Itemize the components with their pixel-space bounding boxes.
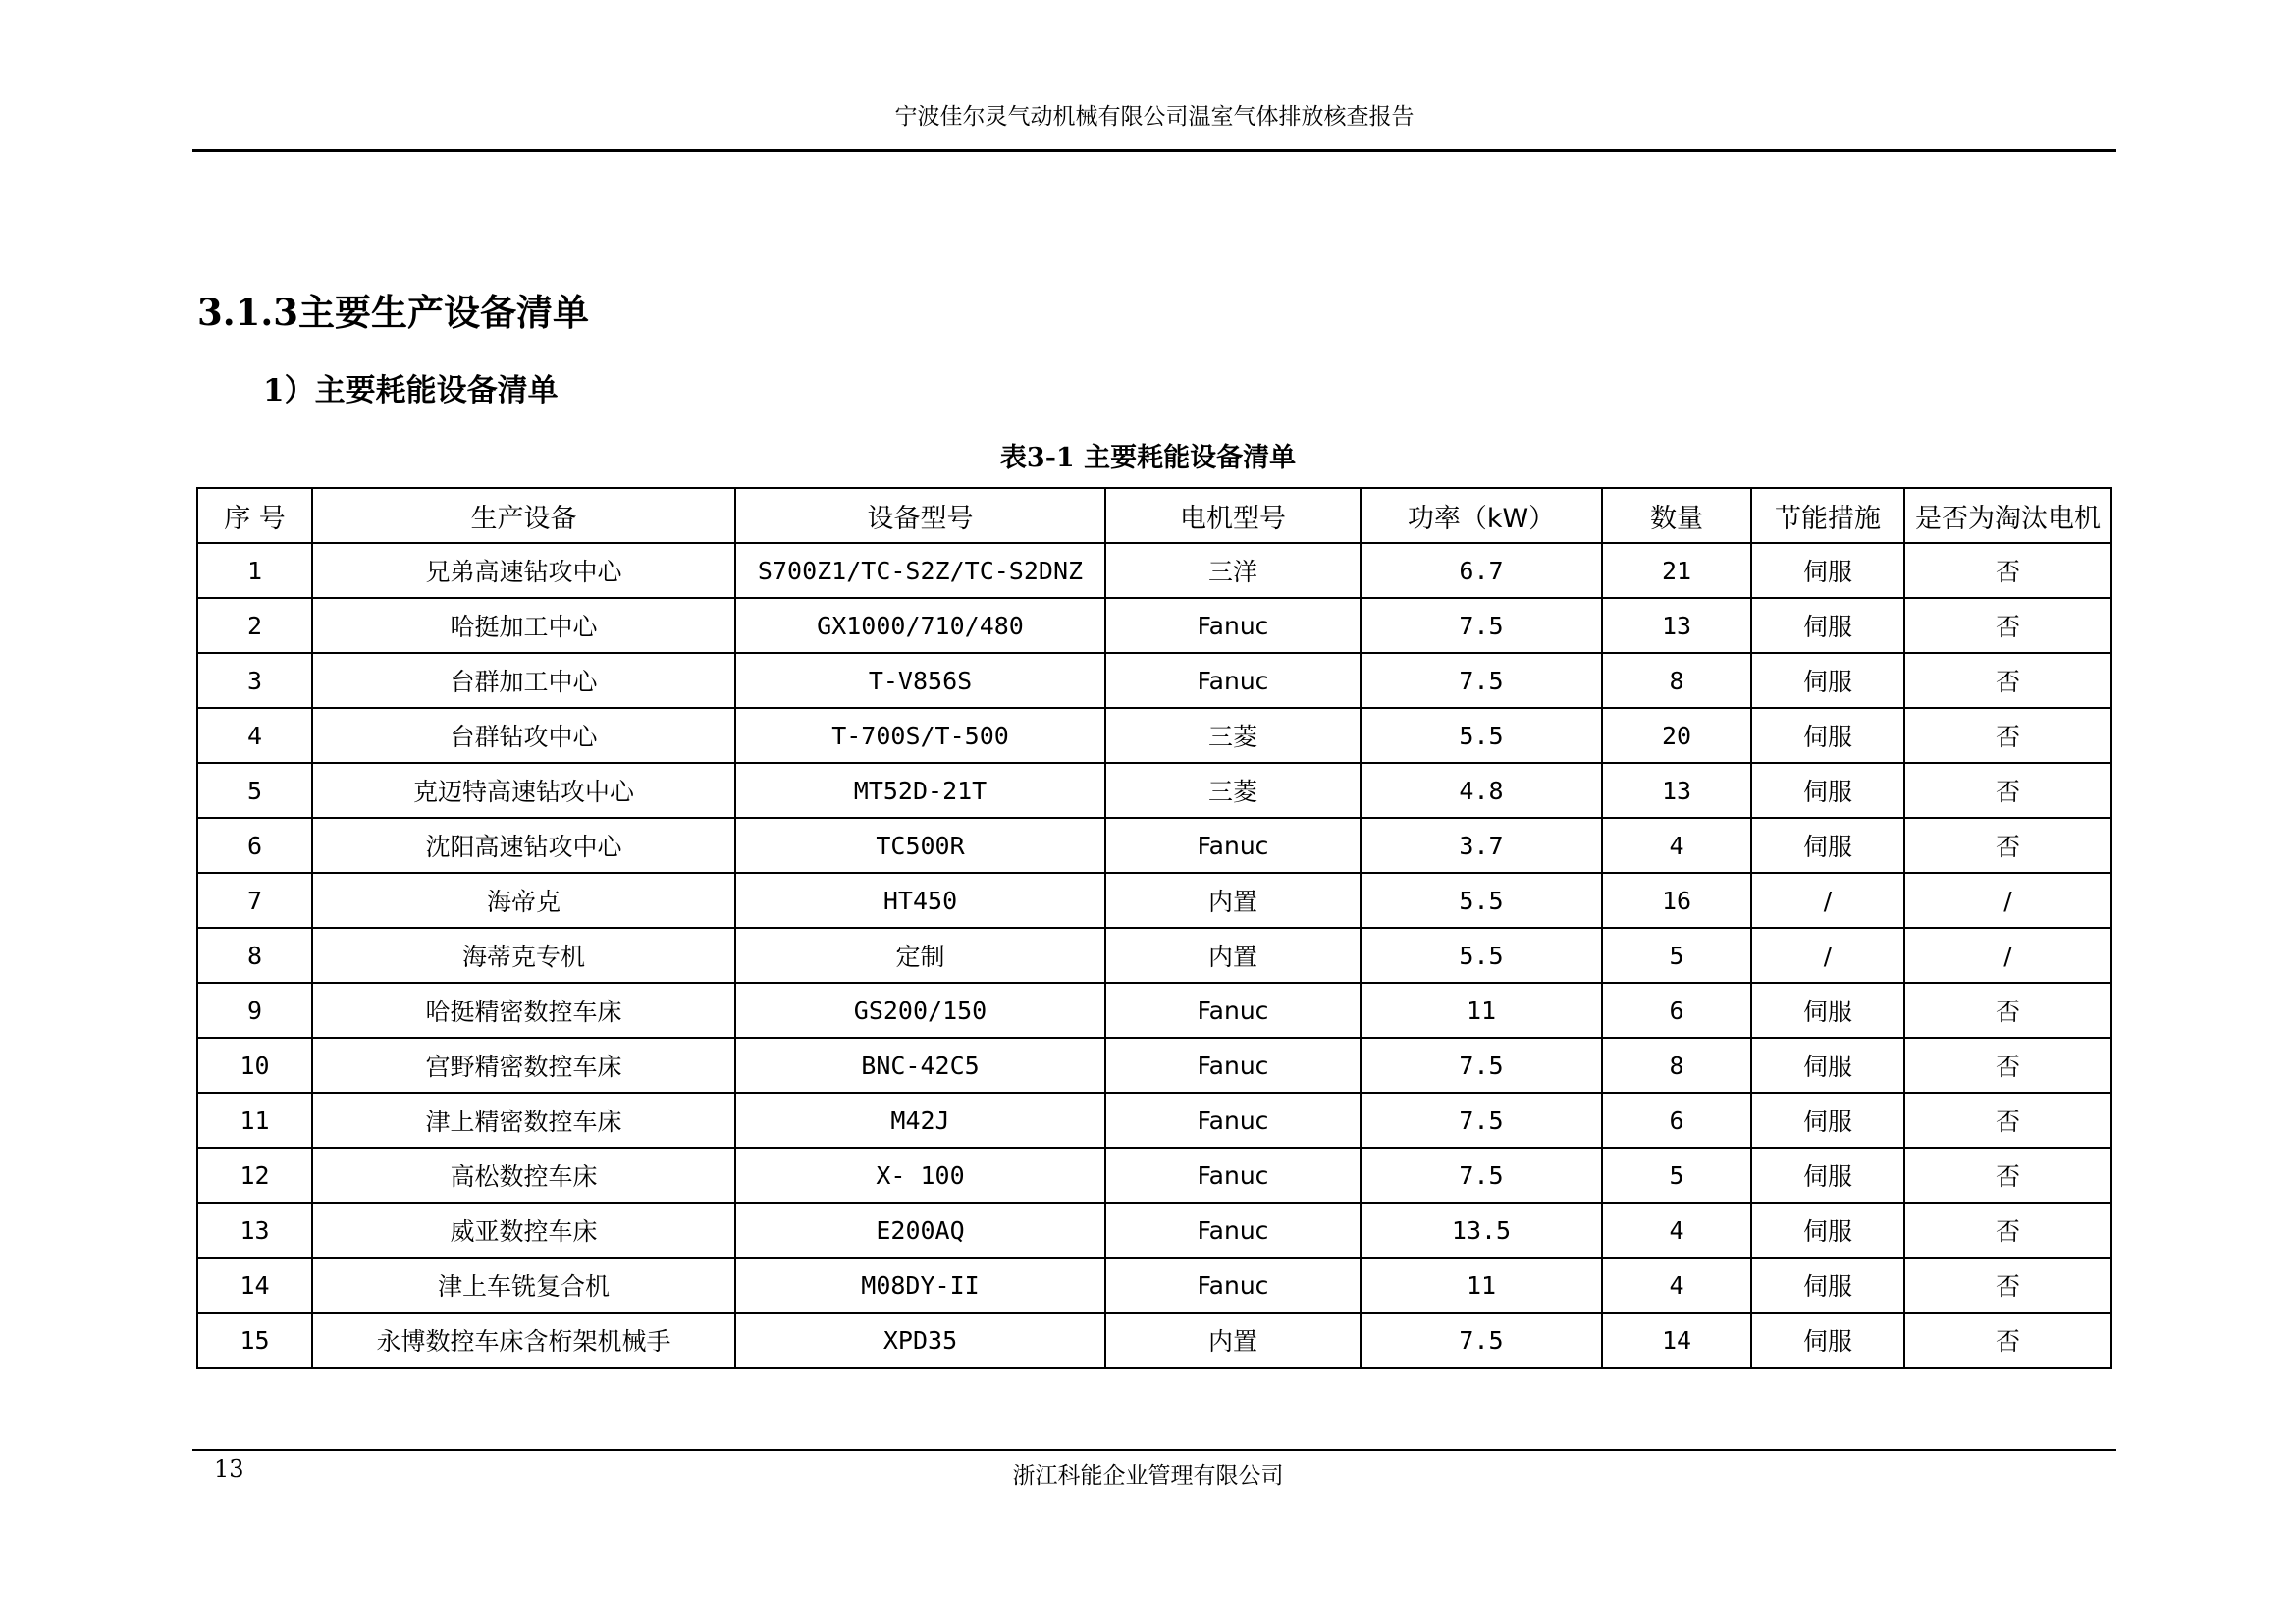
cell-power: 7.5 — [1361, 653, 1602, 708]
cell-index: 10 — [197, 1038, 312, 1093]
cell-quantity: 6 — [1602, 983, 1751, 1038]
cell-equipment: 永博数控车床含桁架机械手 — [312, 1313, 735, 1368]
table-header-row — [197, 488, 2111, 543]
cell-quantity: 5 — [1602, 1148, 1751, 1203]
page-number: 13 — [214, 1455, 244, 1483]
col-header-equipment: 生产设备 — [312, 488, 735, 543]
cell-obsolete-motor: 否 — [1904, 763, 2111, 818]
col-header-power: 功率（kW） — [1361, 488, 1602, 543]
cell-power: 7.5 — [1361, 598, 1602, 653]
cell-power: 5.5 — [1361, 928, 1602, 983]
table-row — [197, 598, 2111, 653]
col-header-motor: 电机型号 — [1105, 488, 1361, 543]
cell-energy-saving: 伺服 — [1751, 598, 1904, 653]
cell-motor: Fanuc — [1105, 983, 1361, 1038]
cell-power: 7.5 — [1361, 1148, 1602, 1203]
header-rule — [192, 149, 2116, 152]
table-row — [197, 873, 2111, 928]
cell-power: 7.5 — [1361, 1093, 1602, 1148]
cell-obsolete-motor: 否 — [1904, 983, 2111, 1038]
cell-motor: 三洋 — [1105, 543, 1361, 598]
cell-model: 定制 — [735, 928, 1105, 983]
table-row — [197, 928, 2111, 983]
table-row — [197, 1148, 2111, 1203]
cell-motor: Fanuc — [1105, 653, 1361, 708]
cell-energy-saving: / — [1751, 928, 1904, 983]
page-header: 宁波佳尔灵气动机械有限公司温室气体排放核查报告 — [894, 104, 1415, 130]
cell-model: M42J — [735, 1093, 1105, 1148]
cell-model: M08DY-II — [735, 1258, 1105, 1313]
table-row — [197, 1093, 2111, 1148]
cell-quantity: 6 — [1602, 1093, 1751, 1148]
cell-model: HT450 — [735, 873, 1105, 928]
cell-quantity: 14 — [1602, 1313, 1751, 1368]
table-caption: 表3-1 主要耗能设备清单 — [999, 443, 1297, 473]
cell-index: 11 — [197, 1093, 312, 1148]
cell-energy-saving: 伺服 — [1751, 1258, 1904, 1313]
cell-power: 5.5 — [1361, 708, 1602, 763]
cell-power: 6.7 — [1361, 543, 1602, 598]
cell-equipment: 津上车铣复合机 — [312, 1258, 735, 1313]
table-row — [197, 818, 2111, 873]
cell-energy-saving: 伺服 — [1751, 1203, 1904, 1258]
cell-energy-saving: 伺服 — [1751, 983, 1904, 1038]
cell-equipment: 哈挺精密数控车床 — [312, 983, 735, 1038]
cell-index: 6 — [197, 818, 312, 873]
cell-energy-saving: 伺服 — [1751, 708, 1904, 763]
cell-motor: 内置 — [1105, 928, 1361, 983]
cell-index: 1 — [197, 543, 312, 598]
cell-obsolete-motor: / — [1904, 873, 2111, 928]
col-header-energy-saving: 节能措施 — [1751, 488, 1904, 543]
cell-equipment: 海帝克 — [312, 873, 735, 928]
cell-obsolete-motor: 否 — [1904, 1203, 2111, 1258]
table-row — [197, 1038, 2111, 1093]
cell-energy-saving: 伺服 — [1751, 763, 1904, 818]
table-row — [197, 653, 2111, 708]
cell-index: 9 — [197, 983, 312, 1038]
cell-obsolete-motor: 否 — [1904, 1038, 2111, 1093]
cell-quantity: 8 — [1602, 653, 1751, 708]
cell-obsolete-motor: 否 — [1904, 598, 2111, 653]
cell-index: 5 — [197, 763, 312, 818]
cell-model: TC500R — [735, 818, 1105, 873]
cell-energy-saving: 伺服 — [1751, 1093, 1904, 1148]
cell-equipment: 台群钻攻中心 — [312, 708, 735, 763]
cell-model: GS200/150 — [735, 983, 1105, 1038]
col-header-index: 序 号 — [197, 488, 312, 543]
cell-index: 12 — [197, 1148, 312, 1203]
cell-index: 3 — [197, 653, 312, 708]
cell-quantity: 16 — [1602, 873, 1751, 928]
cell-obsolete-motor: 否 — [1904, 543, 2111, 598]
cell-power: 13.5 — [1361, 1203, 1602, 1258]
cell-power: 7.5 — [1361, 1038, 1602, 1093]
cell-quantity: 21 — [1602, 543, 1751, 598]
cell-index: 7 — [197, 873, 312, 928]
cell-index: 8 — [197, 928, 312, 983]
cell-equipment: 津上精密数控车床 — [312, 1093, 735, 1148]
table-row — [197, 543, 2111, 598]
equipment-table — [196, 487, 2112, 1369]
cell-model: T-700S/T-500 — [735, 708, 1105, 763]
cell-quantity: 13 — [1602, 598, 1751, 653]
cell-model: XPD35 — [735, 1313, 1105, 1368]
cell-power: 11 — [1361, 983, 1602, 1038]
footer-rule — [192, 1449, 2116, 1451]
cell-equipment: 高松数控车床 — [312, 1148, 735, 1203]
cell-power: 4.8 — [1361, 763, 1602, 818]
table-row — [197, 1203, 2111, 1258]
cell-motor: Fanuc — [1105, 1093, 1361, 1148]
cell-power: 7.5 — [1361, 1313, 1602, 1368]
cell-obsolete-motor: 否 — [1904, 1148, 2111, 1203]
cell-equipment: 台群加工中心 — [312, 653, 735, 708]
table-row — [197, 983, 2111, 1038]
cell-motor: Fanuc — [1105, 1148, 1361, 1203]
cell-power: 3.7 — [1361, 818, 1602, 873]
table-body — [197, 543, 2111, 1368]
cell-quantity: 4 — [1602, 1258, 1751, 1313]
table-row — [197, 1258, 2111, 1313]
col-header-model: 设备型号 — [735, 488, 1105, 543]
cell-quantity: 8 — [1602, 1038, 1751, 1093]
table-row — [197, 763, 2111, 818]
cell-motor: Fanuc — [1105, 1258, 1361, 1313]
cell-motor: 三菱 — [1105, 763, 1361, 818]
cell-model: GX1000/710/480 — [735, 598, 1105, 653]
cell-equipment: 沈阳高速钻攻中心 — [312, 818, 735, 873]
cell-power: 5.5 — [1361, 873, 1602, 928]
table-row — [197, 708, 2111, 763]
cell-motor: Fanuc — [1105, 1038, 1361, 1093]
cell-model: BNC-42C5 — [735, 1038, 1105, 1093]
cell-obsolete-motor: 否 — [1904, 1093, 2111, 1148]
cell-motor: 内置 — [1105, 1313, 1361, 1368]
cell-obsolete-motor: 否 — [1904, 1313, 2111, 1368]
table-row — [197, 1313, 2111, 1368]
cell-quantity: 4 — [1602, 818, 1751, 873]
cell-equipment: 宫野精密数控车床 — [312, 1038, 735, 1093]
cell-energy-saving: / — [1751, 873, 1904, 928]
cell-quantity: 5 — [1602, 928, 1751, 983]
cell-energy-saving: 伺服 — [1751, 653, 1904, 708]
cell-quantity: 4 — [1602, 1203, 1751, 1258]
cell-index: 13 — [197, 1203, 312, 1258]
cell-equipment: 兄弟高速钻攻中心 — [312, 543, 735, 598]
cell-model: E200AQ — [735, 1203, 1105, 1258]
cell-energy-saving: 伺服 — [1751, 543, 1904, 598]
cell-equipment: 威亚数控车床 — [312, 1203, 735, 1258]
cell-quantity: 13 — [1602, 763, 1751, 818]
sub-title: 1）主要耗能设备清单 — [263, 373, 559, 408]
cell-obsolete-motor: / — [1904, 928, 2111, 983]
cell-equipment: 海蒂克专机 — [312, 928, 735, 983]
cell-energy-saving: 伺服 — [1751, 1313, 1904, 1368]
cell-obsolete-motor: 否 — [1904, 1258, 2111, 1313]
cell-energy-saving: 伺服 — [1751, 1038, 1904, 1093]
cell-index: 4 — [197, 708, 312, 763]
section-title: 3.1.3主要生产设备清单 — [197, 291, 589, 334]
cell-index: 2 — [197, 598, 312, 653]
footer-company: 浙江科能企业管理有限公司 — [1012, 1463, 1284, 1489]
cell-obsolete-motor: 否 — [1904, 653, 2111, 708]
cell-motor: Fanuc — [1105, 1203, 1361, 1258]
cell-model: X- 100 — [735, 1148, 1105, 1203]
cell-power: 11 — [1361, 1258, 1602, 1313]
cell-index: 14 — [197, 1258, 312, 1313]
cell-energy-saving: 伺服 — [1751, 1148, 1904, 1203]
cell-obsolete-motor: 否 — [1904, 708, 2111, 763]
cell-obsolete-motor: 否 — [1904, 818, 2111, 873]
cell-equipment: 克迈特高速钻攻中心 — [312, 763, 735, 818]
col-header-quantity: 数量 — [1602, 488, 1751, 543]
cell-model: T-V856S — [735, 653, 1105, 708]
cell-motor: Fanuc — [1105, 818, 1361, 873]
cell-equipment: 哈挺加工中心 — [312, 598, 735, 653]
cell-motor: 三菱 — [1105, 708, 1361, 763]
cell-energy-saving: 伺服 — [1751, 818, 1904, 873]
col-header-obsolete-motor: 是否为淘汰电机 — [1904, 488, 2111, 543]
cell-motor: Fanuc — [1105, 598, 1361, 653]
cell-model: MT52D-21T — [735, 763, 1105, 818]
cell-quantity: 20 — [1602, 708, 1751, 763]
cell-index: 15 — [197, 1313, 312, 1368]
cell-motor: 内置 — [1105, 873, 1361, 928]
cell-model: S700Z1/TC-S2Z/TC-S2DNZ — [735, 543, 1105, 598]
